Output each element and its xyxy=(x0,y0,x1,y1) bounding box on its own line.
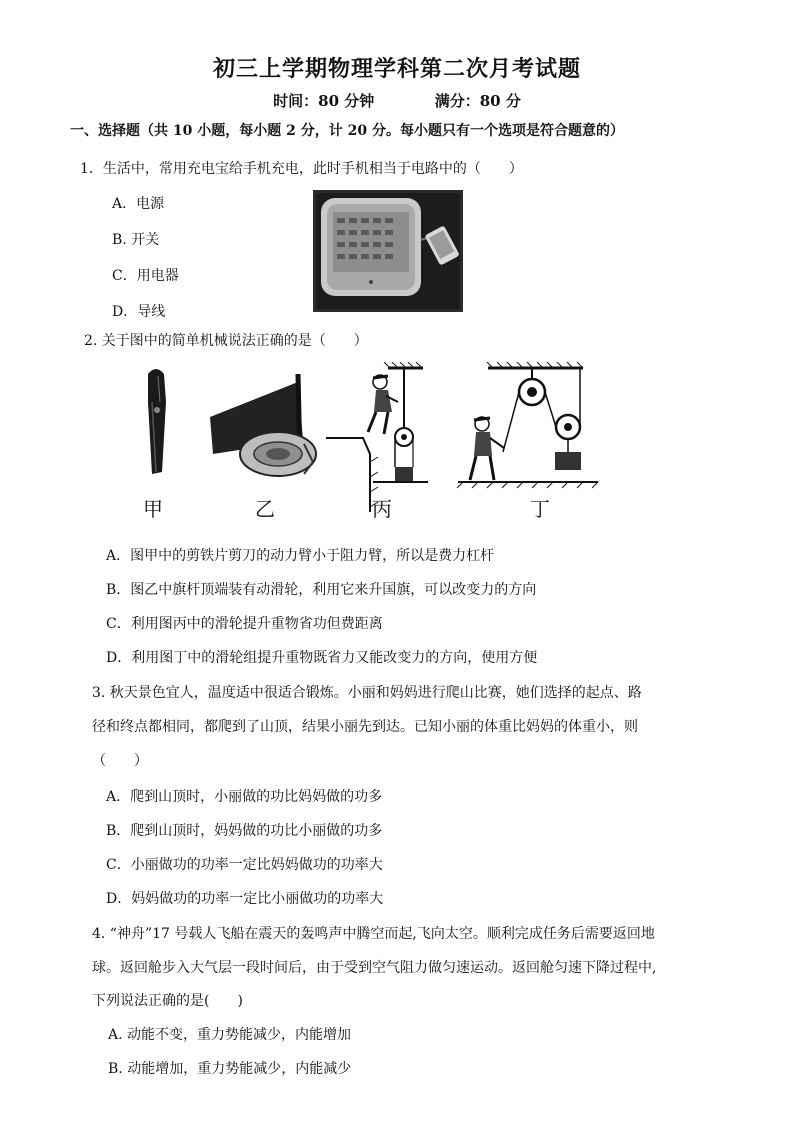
figure-caption-bing: 丙 xyxy=(372,497,392,521)
question-3-stem-line-1: 3. 秋天景色宜人，温度适中很适合锻炼。小丽和妈妈进行爬山比赛，她们选择的起点、路 xyxy=(92,685,642,701)
question-4-option-b: B. 动能增加，重力势能减少，内能减少 xyxy=(108,1061,352,1077)
powerbank-photo xyxy=(313,190,463,312)
question-4-stem-line-3: 下列说法正确的是( ) xyxy=(92,993,243,1009)
question-3-stem-line-2: 径和终点都相同，都爬到了山顶，结果小丽先到达。已知小丽的体重比妈妈的体重小，则 xyxy=(92,719,638,735)
question-1-option-a: A．电源 xyxy=(112,196,165,212)
question-2-option-d: D．利用图丁中的滑轮组提升重物既省力又能改变力的方向，使用方便 xyxy=(106,650,538,666)
question-1-stem: 1．生活中，常用充电宝给手机充电，此时手机相当于电路中的（ ） xyxy=(80,161,523,177)
question-1-option-b: B. 开关 xyxy=(112,232,160,248)
question-2-option-a: A．图甲中的剪铁片剪刀的动力臂小于阻力臂，所以是费力杠杆 xyxy=(106,548,495,564)
question-4-stem-line-1: 4. “神舟”17 号载人飞船在震天的轰鸣声中腾空而起,飞向太空。顺利完成任务后需要返回地 xyxy=(92,926,655,942)
page-title: 初三上学期物理学科第二次月考试题 xyxy=(212,56,581,82)
question-3-option-b: B．爬到山顶时，妈妈做的功比小丽做的功多 xyxy=(106,823,383,839)
question-2-option-b: B．图乙中旗杆顶端装有动滑轮，利用它来升国旗，可以改变力的方向 xyxy=(106,582,537,598)
question-3-stem-line-3: （ ） xyxy=(92,753,148,769)
question-4-stem-line-2: 球。返回舱步入大气层一段时间后，由于受到空气阻力做匀速运动。返回舱匀速下降过程中, xyxy=(92,960,657,976)
question-1-option-d: D．导线 xyxy=(112,304,166,320)
exam-score: 满分：80 分 xyxy=(434,92,521,110)
figure-caption-yi: 乙 xyxy=(255,497,275,521)
question-2-stem: 2. 关于图中的简单机械说法正确的是（ ） xyxy=(84,333,368,349)
section-heading: 一、选择题（共 10 小题，每小题 2 分，计 20 分。每小题只有一个选项是符合题意的） xyxy=(70,123,624,139)
question-1-option-c: C．用电器 xyxy=(112,268,179,284)
question-4-option-a: A. 动能不变，重力势能减少，内能增加 xyxy=(108,1027,352,1043)
figure-caption-jia: 甲 xyxy=(143,497,163,521)
question-2-option-c: C．利用图丙中的滑轮提升重物省功但费距离 xyxy=(106,616,383,632)
question-3-option-c: C．小丽做功的功率一定比妈妈做功的功率大 xyxy=(106,857,383,873)
figure-caption-ding: 丁 xyxy=(530,497,550,521)
question-3-option-d: D．妈妈做功的功率一定比小丽做功的功率大 xyxy=(106,891,384,907)
exam-info xyxy=(0,90,794,111)
flagpole-pulley-drawing xyxy=(210,374,316,476)
fixed-pulley-drawing xyxy=(326,362,428,512)
tin-snips-drawing xyxy=(148,369,166,474)
exam-time: 时间：80 分钟 xyxy=(273,92,375,110)
pulley-block-drawing xyxy=(457,362,598,488)
question-3-option-a: A．爬到山顶时，小丽做的功比妈妈做的功多 xyxy=(106,789,383,805)
